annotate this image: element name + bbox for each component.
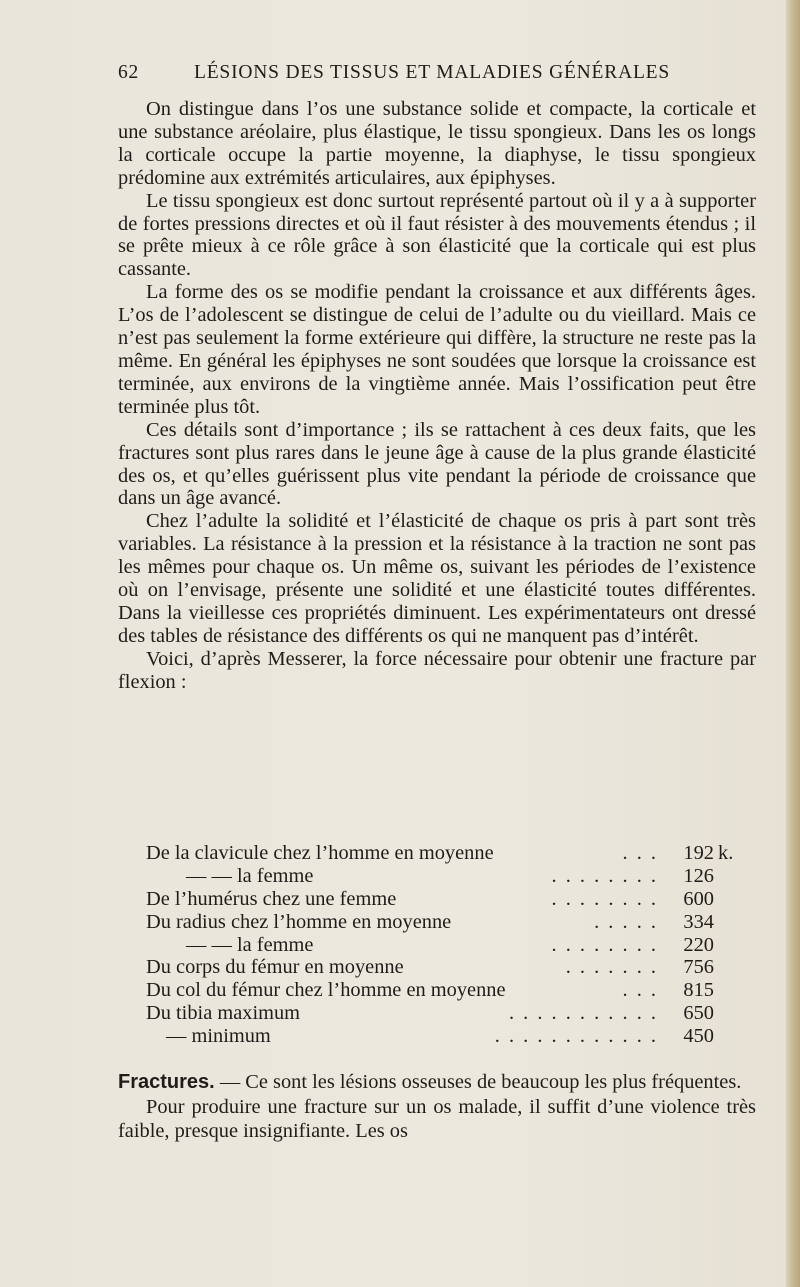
section-heading-text: — Ce sont les lésions osseuses de beaucoup les plus fréquentes. [214, 1071, 742, 1093]
resistance-table [146, 842, 758, 1048]
row-value: 220 [683, 933, 714, 956]
row-value: 600 [683, 887, 714, 910]
paragraph-spongy-tissue: Le tissu spongieux est donc surtout représenté partout où il y a à supporter de fortes pressions directes et où il faut résister à des mouvements étendus ; il se prête mieux à ce rôle grâce à son élasticité que la corticale qui est plus cassante. [118, 189, 756, 281]
row-value: 756 [683, 956, 714, 979]
table-row [146, 956, 758, 979]
row-value: 450 [683, 1025, 714, 1048]
table-row [146, 934, 758, 957]
table-row [146, 888, 758, 911]
paragraph-fracture-cause: Pour produire une fracture sur un os malade, il suffit d’une violence très faible, presque insignifiante. Les os [118, 1095, 756, 1142]
table-row [146, 1002, 758, 1025]
paragraph-messerer: Voici, d’après Messerer, la force nécessaire pour obtenir une fracture par flexion : [118, 647, 756, 693]
dot-leader: . . . . . . . . [551, 887, 658, 910]
row-value: 815 [683, 979, 714, 1002]
row-value: 650 [683, 1002, 714, 1025]
row-label: — — la femme [186, 933, 314, 956]
table-row [146, 911, 758, 934]
dot-leader: . . . . . . . . . . . . [494, 1025, 658, 1048]
table-row [146, 865, 758, 888]
row-label: — — la femme [186, 864, 314, 887]
table-row [146, 842, 758, 865]
paragraph-bone-substances: On distingue dans l’os une substance solide et compacte, la corticale et une substance aréolaire, plus élastique, le tissu spongieux. Dans les os longs la corticale occupe la partie moyenne, la diaphyse, le tissu spongieux prédomine aux extrémités articulaires, aux épiphyses. [118, 98, 756, 189]
row-unit: k. [718, 842, 734, 864]
fractures-section [118, 1070, 756, 1144]
row-value: 334 [683, 910, 714, 933]
dot-leader: . . . . . [594, 910, 658, 933]
body-text [118, 98, 756, 694]
paragraph-bone-growth: La forme des os se modifie pendant la croissance et aux différents âges. L’os de l’adolescent se distingue de celui de l’adulte ou du vieillard. Mais ce n’est pas seulement la forme extérieure qui diffère, la structure ne reste pas la même. En général les épiphyses ne sont soudées que lorsque la croissance est terminée, aux environs de la vingtième année. Mais l’ossification peut être terminée plus tôt. [118, 281, 756, 418]
fractures-intro [118, 1070, 756, 1095]
row-label: De l’humérus chez une femme [146, 887, 397, 910]
running-title: LÉSIONS DES TISSUS ET MALADIES GÉNÉRALES [194, 62, 671, 83]
paragraph-adult-resistance: Chez l’adulte la solidité et l’élasticité de chaque os pris à part sont très variables. La résistance à la pression et la résistance à la traction ne sont pas les mêmes pour chaque os. Un même os, suivant les périodes de l’existence où on l’envisage, présente une solidité et une élasticité toutes différentes. Dans la vieillesse ces propriétés diminuent. Les expérimentateurs ont dressé des tables de résistance des différents os qui ne manquent pas d’intérêt. [118, 510, 756, 647]
dot-leader: . . . [622, 979, 658, 1002]
row-label: Du radius chez l’homme en moyenne [146, 910, 452, 933]
table-row [146, 1025, 758, 1048]
dot-leader: . . . . . . . . . . . [508, 1002, 658, 1025]
dot-leader: . . . . . . . . [551, 933, 658, 956]
dot-leader: . . . [622, 842, 658, 864]
paragraph-fracture-details: Ces détails sont d’importance ; ils se rattachent à ces deux faits, que les fractures sont plus rares dans le jeune âge à cause de la plus grande élasticité des os, et qu’elles guérissent plus vite pendant la période de croissance que dans un âge avancé. [118, 418, 756, 510]
row-label: De la clavicule chez l’homme en moyenne [146, 842, 494, 864]
table-row [146, 979, 758, 1002]
page-number: 62 [118, 62, 140, 83]
row-label: Du col du fémur chez l’homme en moyenne [146, 979, 506, 1002]
row-label: Du corps du fémur en moyenne [146, 956, 404, 979]
row-label: — minimum [166, 1025, 271, 1048]
dot-leader: . . . . . . . [565, 956, 658, 979]
row-label: Du tibia maximum [146, 1002, 301, 1025]
section-heading: Fractures. [118, 1071, 215, 1093]
row-value: 192 [683, 842, 714, 864]
dot-leader: . . . . . . . . [551, 864, 658, 887]
page-edge [786, 0, 800, 1287]
row-value: 126 [683, 864, 714, 887]
